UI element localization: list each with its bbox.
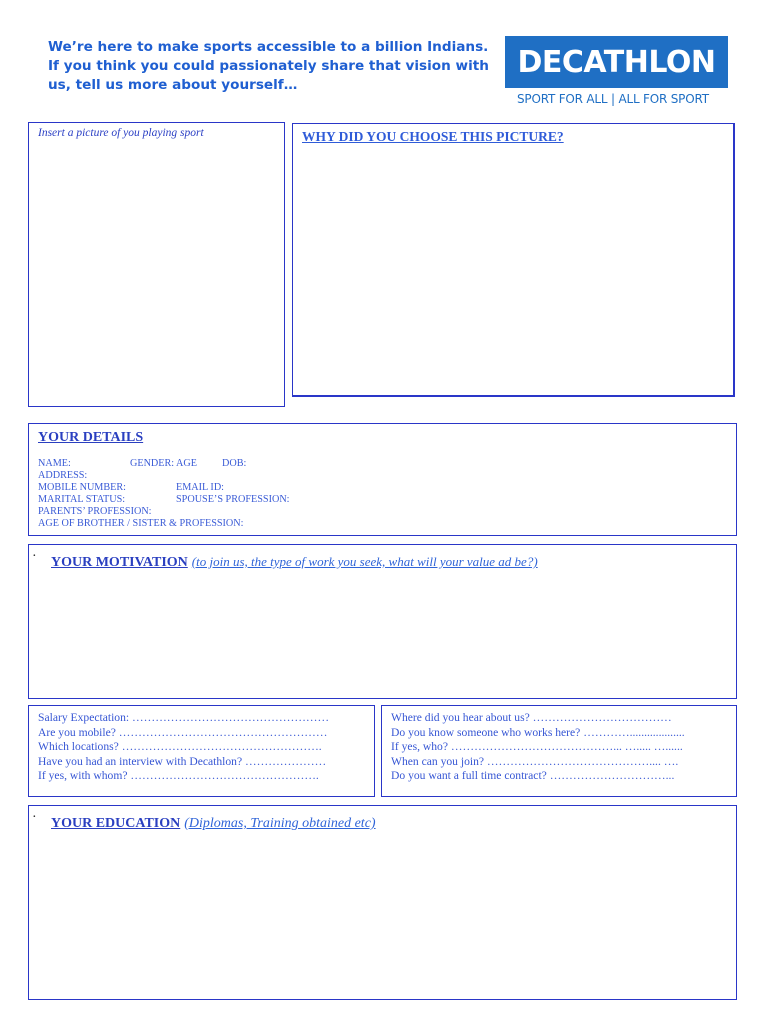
field-siblings: AGE OF BROTHER / SISTER & PROFESSION: [38, 518, 244, 529]
why-picture-title: WHY DID YOU CHOOSE THIS PICTURE? [302, 129, 564, 144]
questions-right-list [391, 711, 685, 784]
picture-upload-box[interactable] [28, 122, 285, 407]
header-tagline [48, 38, 489, 95]
question-full-time: Do you want a full time contract? …………………………... [391, 769, 675, 783]
question-when-join: When can you join? …………………………………….... …. [391, 754, 679, 768]
field-age: AGE [176, 458, 197, 469]
questions-right-box[interactable] [381, 705, 737, 797]
question-know-someone: Do you know someone who works here? …………................... [391, 725, 685, 739]
your-details-section[interactable] [28, 423, 737, 536]
question-who: If yes, who? ……………………………………... …..... …...... [391, 740, 683, 754]
education-title: YOUR EDUCATION [51, 816, 181, 831]
question-locations: Which locations? ……………………………………………. [38, 740, 322, 754]
question-hear-about: Where did you hear about us? ……………………………… [391, 711, 672, 724]
details-title: YOUR DETAILS [38, 430, 144, 445]
field-parents: PARENTS’ PROFESSION: [38, 506, 152, 517]
why-picture-box[interactable] [292, 123, 735, 397]
education-section[interactable] [28, 805, 737, 1000]
question-mobile: Are you mobile? ……………………………………………… [38, 725, 328, 739]
education-bullet: · [32, 810, 37, 825]
question-salary: Salary Expectation: …………………………………………… [38, 711, 330, 724]
motivation-heading [51, 553, 538, 571]
motivation-title: YOUR MOTIVATION [51, 555, 188, 570]
field-marital: MARITAL STATUS: [38, 494, 126, 505]
tagline-line-1: We’re here to make sports accessible to a billion Indians. [48, 39, 489, 55]
field-email: EMAIL ID: [176, 482, 225, 493]
tagline-line-3: us, tell us more about yourself… [48, 77, 298, 93]
education-subtitle: (Diplomas, Training obtained etc) [184, 816, 376, 831]
motivation-section[interactable] [28, 544, 737, 699]
motivation-bullet: · [32, 549, 37, 564]
picture-box-label: Insert a picture of you playing sport [38, 127, 204, 139]
motivation-subtitle: (to join us, the type of work you seek, what will your value ad be?) [191, 554, 538, 569]
question-with-whom: If yes, with whom? …………………………………………. [38, 769, 319, 783]
decathlon-logo [505, 36, 728, 88]
field-mobile: MOBILE NUMBER: [38, 482, 127, 493]
field-address: ADDRESS: [38, 470, 88, 481]
field-gender: GENDER: [130, 458, 175, 469]
question-interview: Have you had an interview with Decathlon? ………………… [38, 754, 327, 768]
field-name: NAME: [38, 458, 71, 469]
field-dob: DOB: [222, 458, 247, 469]
education-heading [51, 814, 376, 832]
questions-left-list [38, 711, 329, 784]
tagline-line-2: If you think you could passionately share that vision with [48, 58, 489, 74]
field-spouse: SPOUSE’S PROFESSION: [176, 494, 290, 505]
questions-left-box[interactable] [28, 705, 375, 797]
logo-text: DECATHLON [517, 44, 716, 80]
logo-slogan: SPORT FOR ALL | ALL FOR SPORT [517, 92, 709, 106]
